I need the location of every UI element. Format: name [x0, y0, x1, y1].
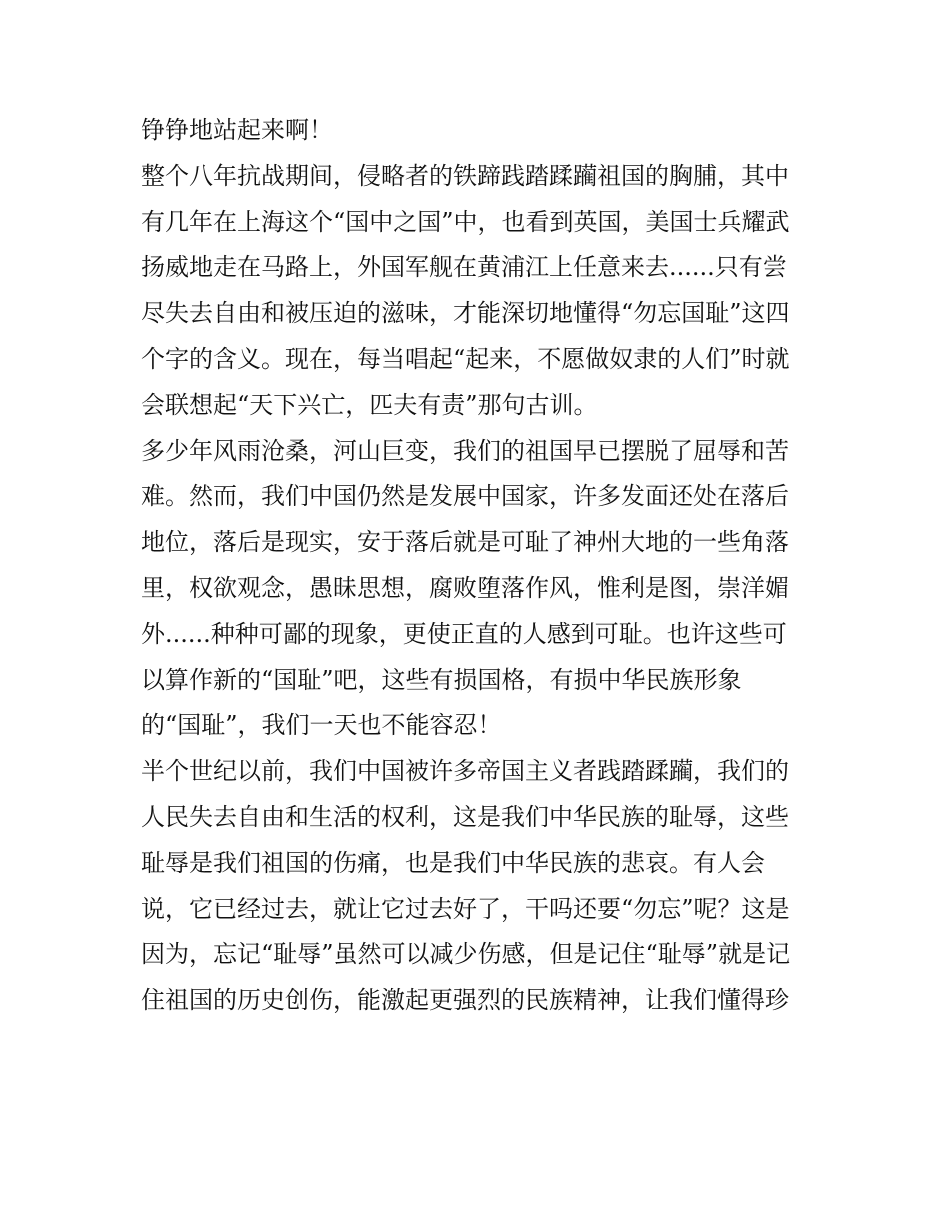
text-line-18: 说，它已经过去，就让它过去好了，干吗还要“勿忘”呢？这是 [141, 894, 790, 923]
text-line-16: 人民失去自由和生活的权利，这是我们中华民族的耻辱，这些 [141, 802, 789, 831]
text-line-5: 尽失去自由和被压迫的滋味，才能深切地懂得“勿忘国耻”这四 [141, 299, 790, 328]
text-line-17: 耻辱是我们祖国的伤痛，也是我们中华民族的悲哀。有人会 [141, 848, 765, 877]
text-line-3: 有几年在上海这个“国中之国”中，也看到英国，美国士兵耀武 [141, 207, 790, 236]
text-line-10: 地位，落后是现实，安于落后就是可耻了神州大地的一些角落 [141, 528, 789, 557]
text-line-2: 整个八年抗战期间，侵略者的铁蹄践踏蹂躏祖国的胸脯，其中 [141, 161, 789, 190]
text-line-15: 半个世纪以前，我们中国被许多帝国主义者践踏蹂躏，我们的 [141, 757, 789, 786]
text-line-14: 的“国耻”，我们一天也不能容忍！ [141, 711, 502, 740]
text-line-4: 扬威地走在马路上，外国军舰在黄浦江上任意来去......只有尝 [141, 253, 787, 282]
text-line-1: 铮铮地站起来啊！ [141, 116, 333, 144]
text-line-20: 住祖国的历史创伤，能激起更强烈的民族精神，让我们懂得珍 [141, 986, 789, 1015]
text-line-11: 里，权欲观念，愚昧思想，腐败堕落作风，惟利是图，崇洋媚 [141, 573, 789, 602]
body-text [141, 108, 821, 1024]
text-line-19: 因为，忘记“耻辱”虽然可以减少伤感，但是记住“耻辱”就是记 [141, 940, 791, 969]
text-line-7: 会联想起“天下兴亡，匹夫有责”那句古训。 [141, 390, 598, 419]
text-line-8: 多少年风雨沧桑，河山巨变，我们的祖国早已摆脱了屈辱和苦 [141, 436, 789, 465]
text-line-12: 外......种种可鄙的现象，更使正直的人感到可耻。也许这些可 [141, 619, 787, 648]
text-line-9: 难。然而，我们中国仍然是发展中国家，许多发面还处在落后 [141, 482, 789, 511]
text-line-13: 以算作新的“国耻”吧，这些有损国格，有损中华民族形象 [141, 665, 742, 694]
text-line-6: 个字的含义。现在，每当唱起“起来，不愿做奴隶的人们”时就 [141, 344, 790, 373]
